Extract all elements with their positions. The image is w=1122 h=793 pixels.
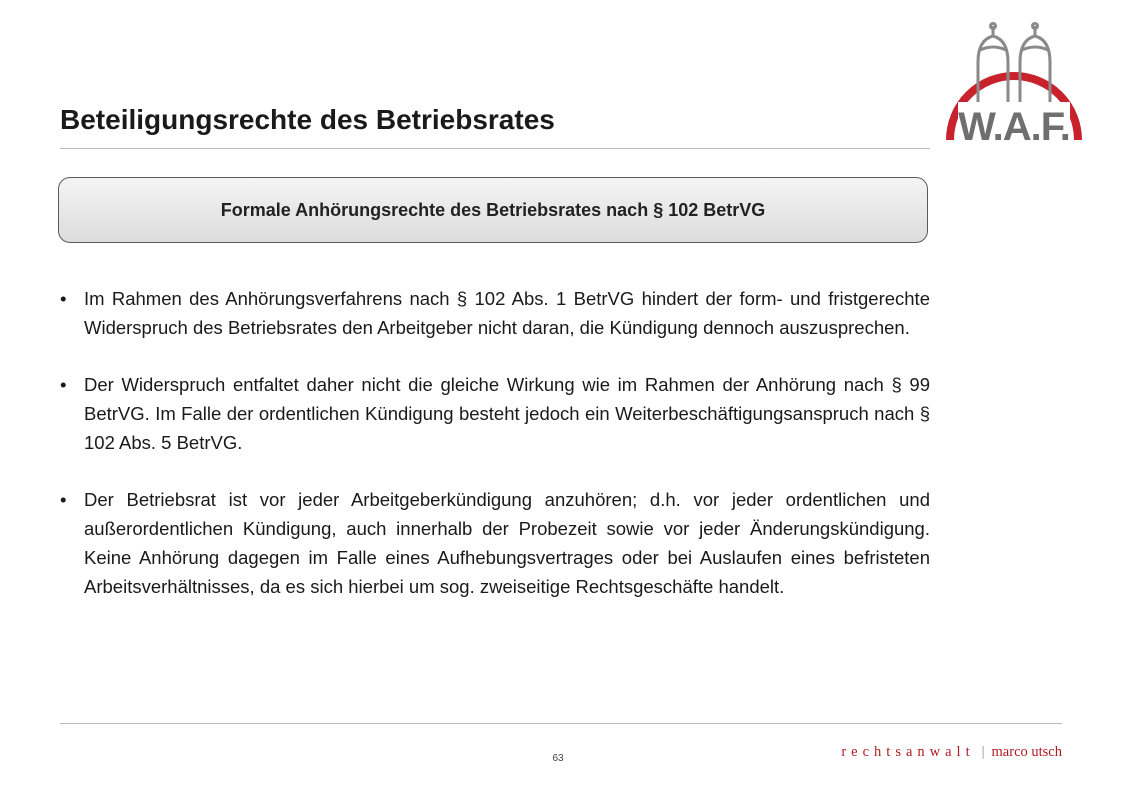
- waf-logo: [938, 22, 1090, 150]
- bullet-item: [60, 370, 930, 457]
- banner-text: Formale Anhörungsrechte des Betriebsrates nach § 102 BetrVG: [220, 199, 766, 220]
- footer-brand: [841, 744, 1062, 761]
- bullet-text: Im Rahmen des Anhörungsverfahrens nach § 102 Abs. 1 BetrVG hindert der form- und fristgerechte Widerspruch des Betriebsrates den Arbeitgeber nicht daran, die Kündigung dennoch auszusprechen.: [84, 288, 930, 338]
- footer-divider: [60, 723, 1062, 724]
- twin-domed-towers-logo-icon: [938, 22, 1090, 150]
- slide-title: Beteiligungsrechte des Betriebsrates: [60, 104, 555, 135]
- bullet-list: [60, 284, 930, 629]
- page-number: 63: [552, 753, 564, 764]
- section-banner: [58, 177, 928, 243]
- footer-separator: |: [981, 744, 985, 760]
- bullet-text: Der Betriebsrat ist vor jeder Arbeitgeberkündigung anzuhören; d.h. vor jeder ordentlichen und außerordentlichen Kündigung, auch innerhalb der Probezeit sowie vor jeder Änderungskündigung. Keine Anhörung dagegen im Falle eines Aufhebungsvertrages oder bei Auslaufen eines befristeten Arbeitsverhältnisses, da es sich hierbei um sog. zweiseitige Rechtsgeschäfte handelt.: [84, 489, 930, 597]
- bullet-marker: •: [60, 374, 67, 395]
- footer-author-name: marco utsch: [991, 744, 1062, 760]
- logo-lettering: W.A.F.: [958, 105, 1070, 149]
- bullet-marker: •: [60, 489, 67, 510]
- bullet-item: [60, 284, 930, 342]
- title-divider: [60, 148, 930, 149]
- bullet-marker: •: [60, 288, 67, 309]
- bullet-item: [60, 485, 930, 601]
- footer-brand-text: rechtsanwalt: [841, 744, 975, 760]
- bullet-text: Der Widerspruch entfaltet daher nicht die gleiche Wirkung wie im Rahmen der Anhörung nach § 99 BetrVG. Im Falle der ordentlichen Kündigung besteht jedoch ein Weiterbeschäftigungsanspruch nach § 102 Abs. 5 BetrVG.: [84, 374, 930, 453]
